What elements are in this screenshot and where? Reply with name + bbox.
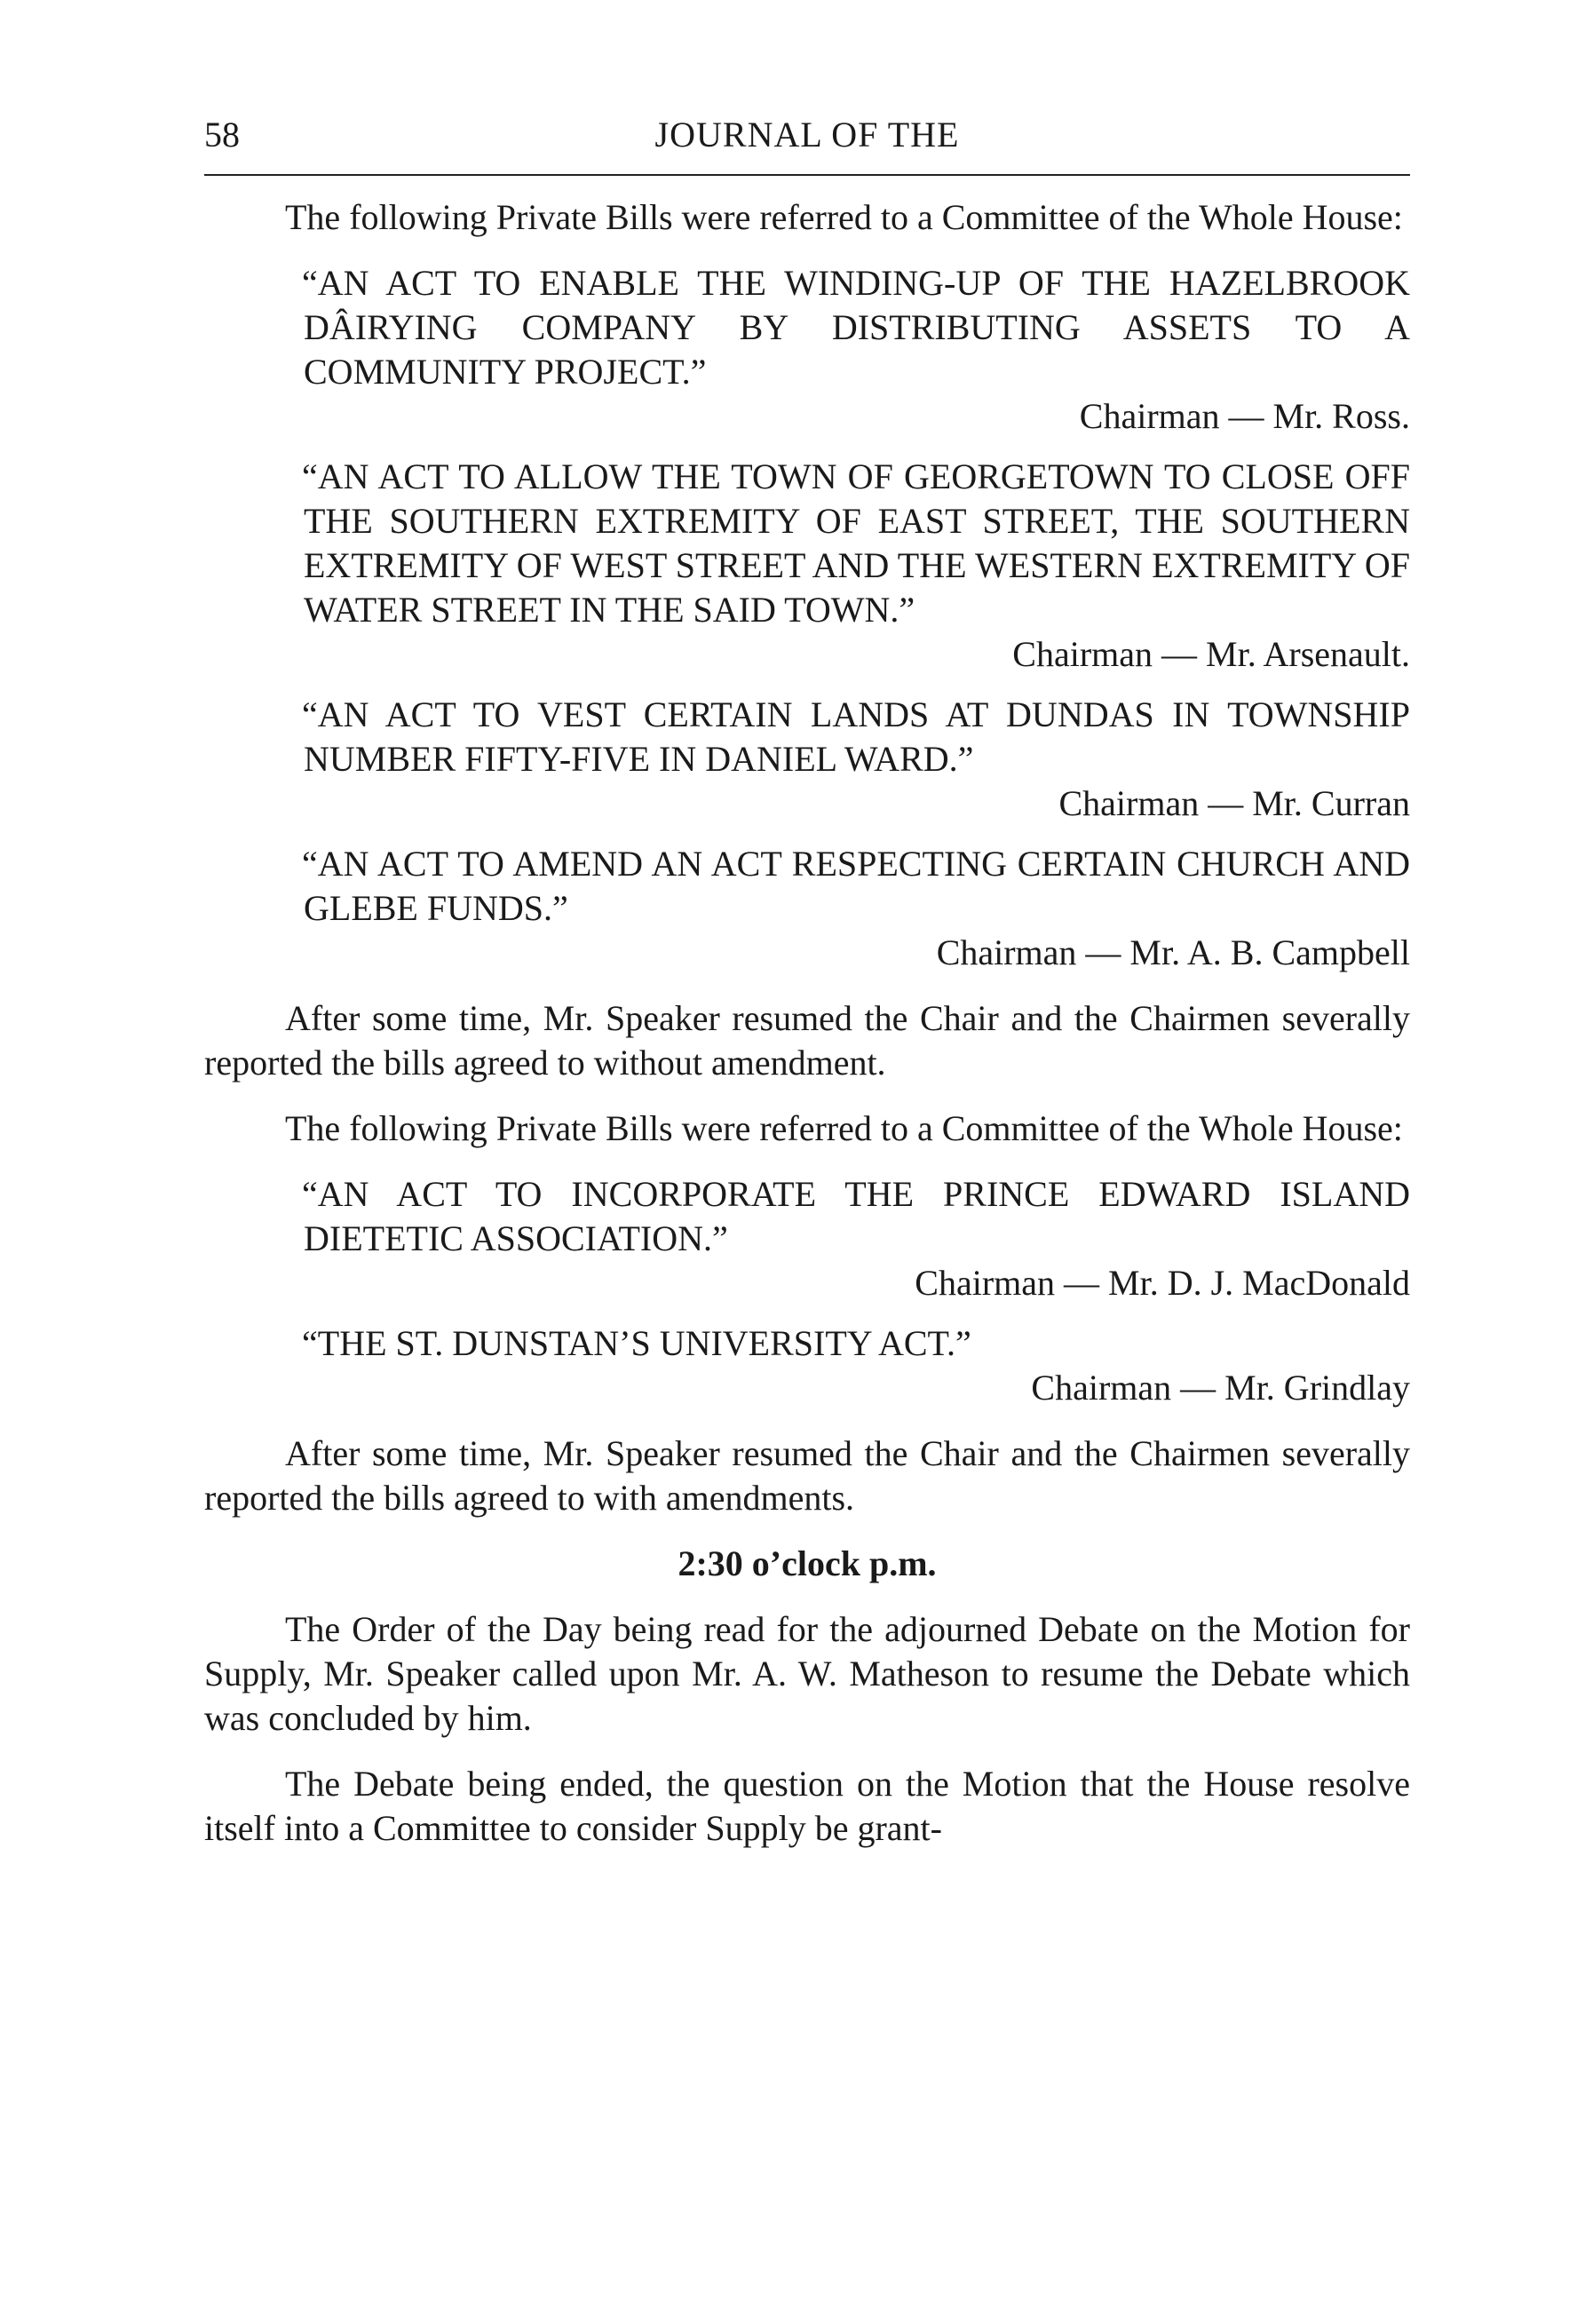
bill-title: “THE ST. DUNSTAN’S UNIVERSITY ACT.” — [302, 1323, 971, 1363]
bill-chairman: Chairman — Mr. A. B. Campbell — [936, 932, 1410, 972]
running-title: JOURNAL OF THE — [654, 115, 960, 155]
bill-entry — [304, 261, 1410, 439]
bill-chairman: Chairman — Mr. Ross. — [1079, 396, 1410, 436]
bill-chairman: Chairman — Mr. Curran — [1058, 783, 1410, 823]
bill-title: “AN ACT TO ENABLE THE WINDING-UP OF THE HAZELBROOK DÂIRYING COMPANY BY DISTRIBUTING ASSETS TO A COMMUNITY PROJECT.” — [302, 263, 1410, 392]
bill-chairman: Chairman — Mr. Arsenault. — [1012, 634, 1410, 674]
paragraph-referral-2: The following Private Bills were referred to a Committee of the Whole House: — [285, 1108, 1403, 1148]
bill-entry — [304, 842, 1410, 975]
bill-entry — [304, 1321, 1410, 1410]
bill-entry — [304, 455, 1410, 677]
bill-title: “AN ACT TO ALLOW THE TOWN OF GEORGETOWN TO CLOSE OFF THE SOUTHERN EXTREMITY OF EAST STREET, THE SOUTHERN EXTREMITY OF WEST STREET AND THE WESTERN EXTREMITY OF WATER STREET IN THE SAID TOWN.” — [302, 456, 1410, 630]
bill-title: “AN ACT TO AMEND AN ACT RESPECTING CERTAIN CHURCH AND GLEBE FUNDS.” — [302, 844, 1410, 928]
bill-entry — [304, 693, 1410, 826]
bill-chairman: Chairman — Mr. D. J. MacDonald — [915, 1263, 1410, 1303]
session-time: 2:30 o’clock p.m. — [678, 1543, 937, 1583]
page-header — [204, 114, 1410, 167]
paragraph-debate-ended: The Debate being ended, the question on the Motion that the House resolve itself into a Committee to consider Supply be grant- — [204, 1764, 1410, 1848]
page-number: 58 — [204, 115, 240, 155]
bill-chairman: Chairman — Mr. Grindlay — [1031, 1368, 1410, 1408]
paragraph-report-1: After some time, Mr. Speaker resumed the Chair and the Chairmen severally reported the bills agreed to without amendment. — [204, 998, 1410, 1083]
bill-title: “AN ACT TO INCORPORATE THE PRINCE EDWARD ISLAND DIETETIC ASSOCIATION.” — [302, 1174, 1410, 1258]
header-rule — [204, 174, 1410, 176]
page-body — [204, 195, 1410, 1851]
paragraph-order-of-day: The Order of the Day being read for the adjourned Debate on the Motion for Supply, Mr. Speaker called upon Mr. A. W. Matheson to resume the Debate which was concluded by him. — [204, 1609, 1410, 1738]
paragraph-referral-1: The following Private Bills were referred to a Committee of the Whole House: — [285, 197, 1403, 237]
bill-entry — [304, 1172, 1410, 1305]
bill-title: “AN ACT TO VEST CERTAIN LANDS AT DUNDAS IN TOWNSHIP NUMBER FIFTY-FIVE IN DANIEL WARD.” — [302, 694, 1410, 779]
paragraph-report-2: After some time, Mr. Speaker resumed the Chair and the Chairmen severally reported the bills agreed to with amendments. — [204, 1433, 1410, 1518]
